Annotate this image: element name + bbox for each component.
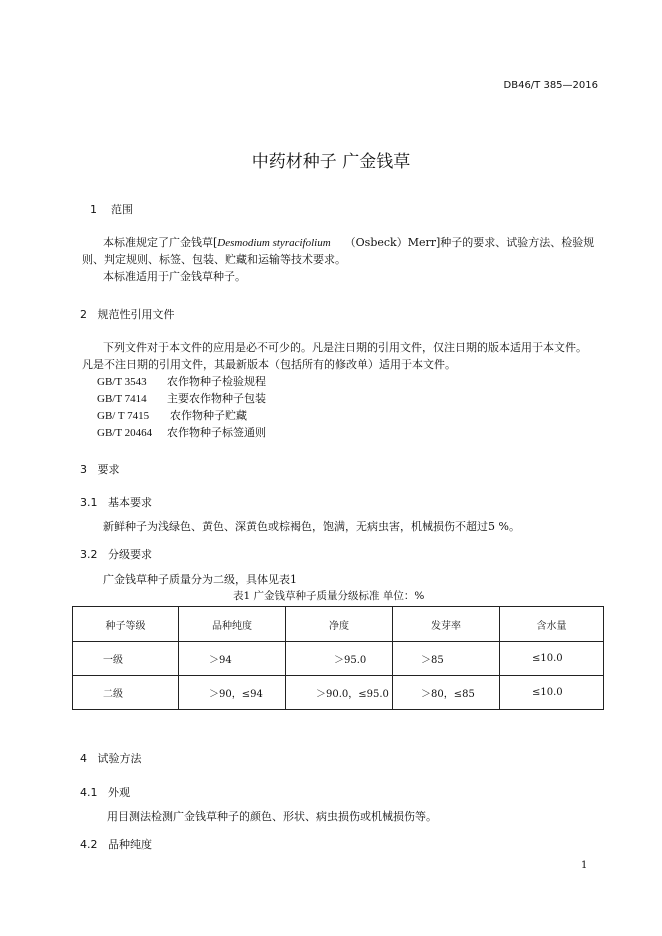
subsection-number: 3.1	[80, 496, 98, 509]
section-number: 4	[80, 752, 87, 765]
reference-code: GB/T 20464	[97, 427, 153, 439]
section-1-paragraph-line-1	[103, 234, 594, 252]
subsection-number: 4.1	[80, 786, 98, 799]
subsection-title: 分级要求	[108, 548, 152, 561]
reference-code: GB/T 7414	[97, 393, 147, 405]
subsection-number: 3.2	[80, 548, 98, 561]
page-title: 中药材种子 广金钱草	[251, 152, 411, 172]
subsection-3-2-text: 广金钱草种子质量分为二级，具体见表1	[103, 573, 297, 586]
table-cell: ＞85	[393, 642, 500, 676]
reference-name: 农作物种子检验规程	[167, 375, 266, 388]
subsection-title: 品种纯度	[108, 838, 152, 851]
subsection-3-1-text: 新鲜种子为浅绿色、黄色、深黄色或棕褐色，饱满，无病虫害，机械损伤不超过5 %。	[103, 520, 520, 533]
reference-name: 农作物种子贮藏	[170, 409, 247, 422]
table-header-cell: 发芽率	[393, 607, 500, 642]
reference-name: 主要农作物种子包装	[167, 392, 266, 405]
table-cell: 一级	[73, 642, 179, 676]
section-number: 2	[80, 308, 87, 321]
subsection-3-2-heading	[80, 546, 152, 562]
section-2-paragraph-line-2: 凡是不注日期的引用文件，其最新版本（包括所有的修改单）适用于本文件。	[82, 358, 456, 371]
subsection-4-1-text: 用目测法检测广金钱草种子的颜色、形状、病虫损伤或机械损伤等。	[107, 810, 437, 823]
section-2-paragraph-line-1: 下列文件对于本文件的应用是必不可少的。凡是注日期的引用文件，仅注日期的版本适用于本文件。	[103, 341, 587, 354]
table-row	[73, 676, 604, 710]
table-cell: ≤10.0	[500, 642, 604, 676]
section-title: 规范性引用文件	[97, 308, 175, 321]
grade-table	[72, 606, 604, 710]
reference-code: GB/ T 7415	[97, 410, 150, 422]
table-header-row	[73, 607, 604, 642]
section-title: 范围	[111, 203, 133, 216]
table-header-cell: 品种纯度	[179, 607, 286, 642]
subsection-title: 基本要求	[108, 496, 152, 509]
section-4-heading	[80, 750, 142, 766]
subsection-title: 外观	[108, 786, 130, 799]
reference-name: 农作物种子标签通则	[167, 426, 266, 439]
section-1-heading	[90, 201, 133, 217]
table-cell: 二级	[73, 676, 179, 710]
section-title: 要求	[97, 463, 120, 476]
page-number: 1	[581, 860, 588, 871]
subsection-4-2-heading	[80, 836, 152, 852]
table-header-cell: 含水量	[500, 607, 604, 642]
table-cell: ＞90.0，≤95.0	[286, 676, 393, 710]
latin-name: Desmodium styracifolium	[217, 237, 331, 249]
text-run: （Osbeck）Merr]种子的要求、试验方法、检验规	[344, 236, 595, 249]
table-header-cell: 净度	[286, 607, 393, 642]
text-run: 本标准规定了广金钱草[	[103, 236, 218, 249]
section-number: 3	[80, 463, 87, 476]
subsection-3-1-heading	[80, 494, 152, 510]
table-cell: ＞95.0	[286, 642, 393, 676]
table-header-cell: 种子等级	[73, 607, 179, 642]
reference-item	[97, 373, 266, 391]
section-title: 试验方法	[97, 752, 142, 765]
standard-code: DB46/T 385—2016	[503, 80, 598, 91]
reference-item	[97, 424, 266, 442]
table-cell: ＞94	[179, 642, 286, 676]
subsection-4-1-heading	[80, 784, 130, 800]
table-row	[73, 642, 604, 676]
section-2-heading	[80, 306, 175, 322]
subsection-number: 4.2	[80, 838, 98, 851]
table-cell: ≤10.0	[500, 676, 604, 710]
reference-item	[97, 407, 247, 425]
section-1-paragraph-line-2: 则、判定规则、标签、包装、贮藏和运输等技术要求。	[82, 253, 346, 266]
table-cell: ＞90，≤94	[179, 676, 286, 710]
table-cell: ＞80，≤85	[393, 676, 500, 710]
section-3-heading	[80, 461, 120, 477]
reference-code: GB/T 3543	[97, 376, 147, 388]
section-number: 1	[90, 203, 97, 216]
section-1-paragraph-2: 本标准适用于广金钱草种子。	[103, 270, 246, 283]
reference-item	[97, 390, 266, 408]
table-caption: 表1 广金钱草种子质量分级标准 单位：%	[233, 590, 425, 602]
